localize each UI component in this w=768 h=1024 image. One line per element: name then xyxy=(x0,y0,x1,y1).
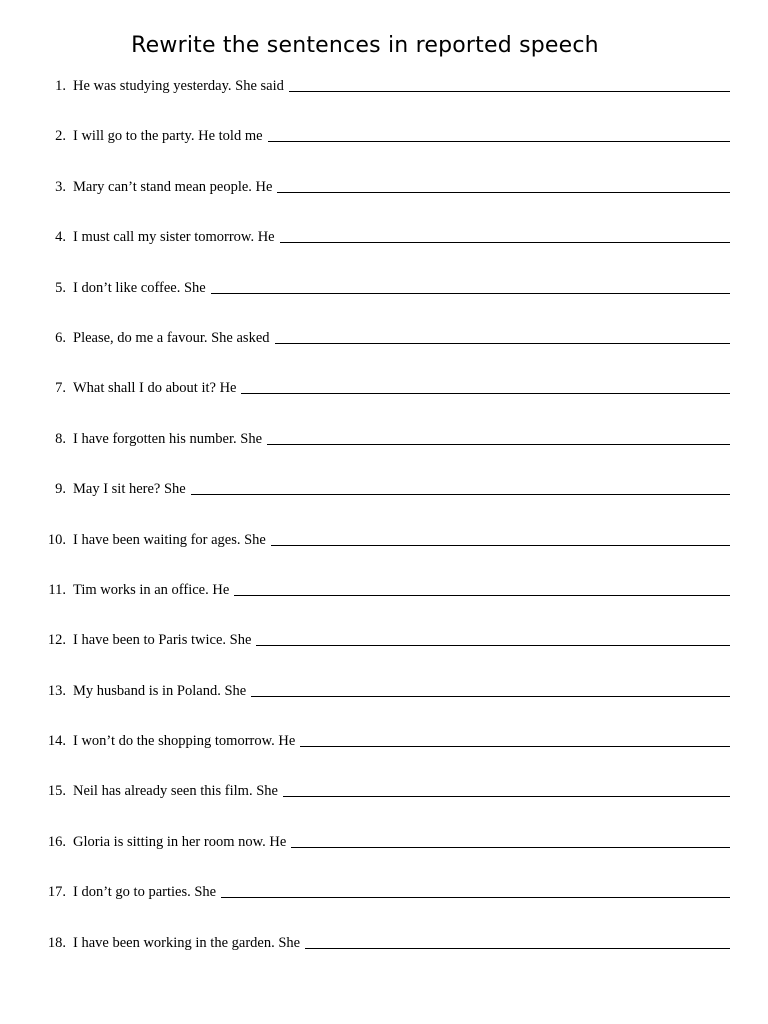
item-sentence: Mary can’t stand mean people. He xyxy=(73,178,273,195)
exercise-item xyxy=(0,579,768,629)
item-row xyxy=(73,428,730,450)
answer-blank-line xyxy=(191,478,730,495)
exercise-item xyxy=(0,478,768,528)
item-sentence: I have forgotten his number. She xyxy=(73,430,263,447)
item-number: 2. xyxy=(55,128,66,145)
exercise-item xyxy=(0,176,768,226)
item-row xyxy=(73,780,730,802)
item-row xyxy=(73,478,730,500)
item-row xyxy=(73,226,730,248)
item-number: 18. xyxy=(47,934,66,951)
item-sentence: Gloria is sitting in her room now. He xyxy=(73,833,287,850)
exercise-item xyxy=(0,327,768,377)
answer-blank-line xyxy=(251,680,730,697)
exercise-item xyxy=(0,680,768,730)
exercise-item xyxy=(0,529,768,579)
answer-blank-line xyxy=(275,327,730,344)
item-row xyxy=(73,881,730,903)
exercise-item xyxy=(0,377,768,427)
item-row xyxy=(73,75,730,97)
item-row xyxy=(73,327,730,349)
exercise-item xyxy=(0,428,768,478)
answer-blank-line xyxy=(271,529,730,546)
exercise-item xyxy=(0,831,768,881)
item-number: 17. xyxy=(47,884,66,901)
item-number: 11. xyxy=(48,581,66,598)
item-row xyxy=(73,176,730,198)
exercise-item xyxy=(0,730,768,780)
item-sentence: Tim works in an office. He xyxy=(73,581,230,598)
item-number: 5. xyxy=(55,279,66,296)
item-row xyxy=(73,529,730,551)
worksheet-title: Rewrite the sentences in reported speech xyxy=(131,33,599,58)
exercise-list xyxy=(0,75,768,982)
item-row xyxy=(73,277,730,299)
item-number: 4. xyxy=(55,229,66,246)
answer-blank-line xyxy=(280,226,730,243)
exercise-item xyxy=(0,277,768,327)
item-number: 6. xyxy=(55,329,66,346)
answer-blank-line xyxy=(221,881,730,898)
item-number: 1. xyxy=(55,78,66,94)
item-number: 13. xyxy=(47,682,66,699)
answer-blank-line xyxy=(241,377,730,394)
item-row xyxy=(73,579,730,601)
item-sentence: He was studying yesterday. She said xyxy=(73,78,284,94)
item-sentence: I will go to the party. He told me xyxy=(73,128,263,145)
answer-blank-line xyxy=(291,831,730,848)
item-sentence: Neil has already seen this film. She xyxy=(73,783,278,800)
item-sentence: Please, do me a favour. She asked xyxy=(73,329,270,346)
answer-blank-line xyxy=(305,932,730,949)
item-number: 12. xyxy=(47,632,66,649)
item-sentence: I don’t like coffee. She xyxy=(73,279,206,296)
answer-blank-line xyxy=(289,75,730,92)
item-row xyxy=(73,932,730,954)
item-number: 15. xyxy=(47,783,66,800)
answer-blank-line xyxy=(283,780,730,797)
item-number: 3. xyxy=(55,178,66,195)
item-sentence: May I sit here? She xyxy=(73,481,186,498)
answer-blank-line xyxy=(267,428,730,445)
item-sentence: My husband is in Poland. She xyxy=(73,682,247,699)
item-row xyxy=(73,680,730,702)
exercise-item xyxy=(0,75,768,125)
item-sentence: I have been to Paris twice. She xyxy=(73,632,252,649)
item-number: 14. xyxy=(47,733,66,750)
item-sentence: I must call my sister tomorrow. He xyxy=(73,229,275,246)
item-row xyxy=(73,629,730,651)
item-row xyxy=(73,377,730,399)
exercise-item xyxy=(0,881,768,931)
exercise-item xyxy=(0,780,768,830)
item-row xyxy=(73,125,730,147)
answer-blank-line xyxy=(256,629,730,646)
item-number: 7. xyxy=(55,380,66,397)
item-number: 16. xyxy=(47,833,66,850)
item-number: 10. xyxy=(47,531,66,548)
item-sentence: I won’t do the shopping tomorrow. He xyxy=(73,733,296,750)
item-sentence: I have been waiting for ages. She xyxy=(73,531,266,548)
item-sentence: I don’t go to parties. She xyxy=(73,884,217,901)
item-sentence: What shall I do about it? He xyxy=(73,380,237,397)
item-row xyxy=(73,730,730,752)
item-row xyxy=(73,831,730,853)
item-number: 8. xyxy=(55,430,66,447)
exercise-item xyxy=(0,932,768,982)
answer-blank-line xyxy=(211,277,730,294)
item-number: 9. xyxy=(55,481,66,498)
exercise-item xyxy=(0,629,768,679)
answer-blank-line xyxy=(268,125,730,142)
answer-blank-line xyxy=(277,176,730,193)
answer-blank-line xyxy=(234,579,730,596)
item-sentence: I have been working in the garden. She xyxy=(73,934,301,951)
exercise-item xyxy=(0,125,768,175)
answer-blank-line xyxy=(300,730,730,747)
exercise-item xyxy=(0,226,768,276)
